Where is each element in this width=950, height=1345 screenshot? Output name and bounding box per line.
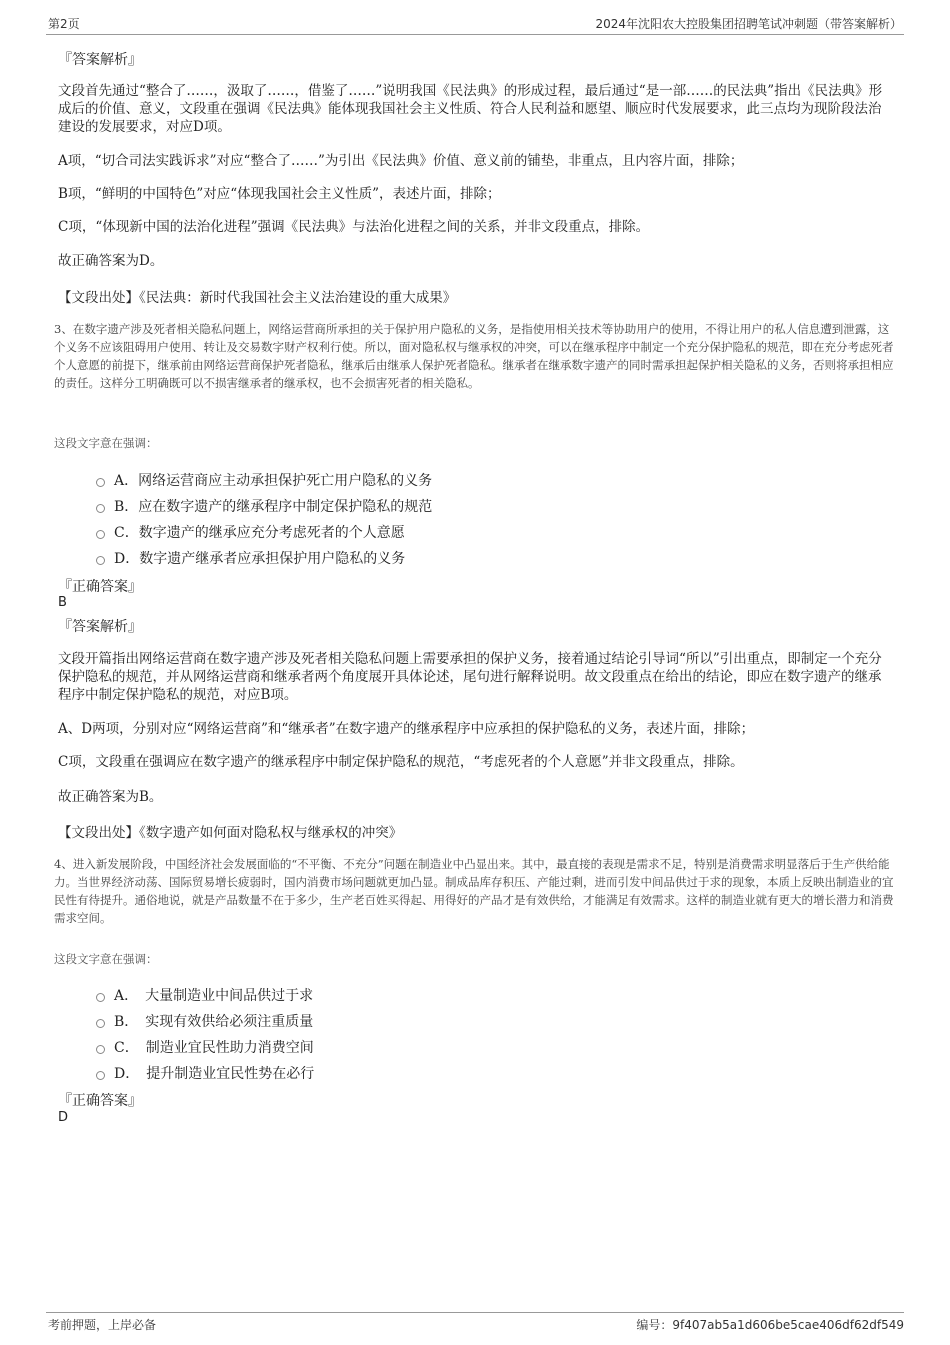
q2-analysis-option-b: B项，“鲜明的中国特色”对应“体现我国社会主义性质”，表述片面，排除； xyxy=(58,186,501,202)
q4-option-b-label: B． 实现有效供给必须注重质量 xyxy=(114,1014,314,1030)
q3-option-b[interactable] xyxy=(96,496,432,516)
q4-correct-answer: D xyxy=(58,1110,69,1125)
radio-icon[interactable] xyxy=(96,504,105,513)
q4-option-c[interactable] xyxy=(96,1037,314,1057)
q4-option-d[interactable] xyxy=(96,1063,314,1083)
q2-analysis-heading: 『答案解析』 xyxy=(58,52,142,68)
radio-icon[interactable] xyxy=(96,1071,105,1080)
q4-option-d-label: D． 提升制造业宜民性势在必行 xyxy=(114,1066,315,1082)
q3-analysis-heading: 『答案解析』 xyxy=(58,619,142,635)
q3-analysis-options-ad: A、D两项，分别对应“网络运营商”和“继承者”在数字遗产的继承程序中应承担的保护隐私的义务，表述片面，排除； xyxy=(58,721,755,737)
q3-analysis-option-c: C项，文段重在强调应在数字遗产的继承程序中制定保护隐私的规范，“考虑死者的个人意愿”并非文段重点，排除。 xyxy=(58,754,744,770)
q3-source: 【文段出处】《数字遗产如何面对隐私权与继承权的冲突》 xyxy=(58,825,403,841)
q4-option-a-label: A． 大量制造业中间品供过于求 xyxy=(114,988,314,1004)
q3-option-c[interactable] xyxy=(96,522,405,542)
q2-analysis-option-a: A项，“切合司法实践诉求”对应“整合了……”为引出《民法典》价值、意义前的铺垫，非重点，且内容片面，排除； xyxy=(58,153,744,169)
q3-option-d-label: D．数字遗产继承者应承担保护用户隐私的义务 xyxy=(114,551,406,567)
q2-conclusion: 故正确答案为D。 xyxy=(58,253,164,269)
radio-icon[interactable] xyxy=(96,993,105,1002)
q3-option-d[interactable] xyxy=(96,548,405,568)
radio-icon[interactable] xyxy=(96,478,105,487)
q3-conclusion: 故正确答案为B。 xyxy=(58,789,163,805)
q4-option-a[interactable] xyxy=(96,985,313,1005)
radio-icon[interactable] xyxy=(96,530,105,539)
radio-icon[interactable] xyxy=(96,556,105,565)
q3-question: 3、在数字遗产涉及死者相关隐私问题上，网络运营商所承担的关于保护用户隐私的义务，是指使用相关技术等协助用户的使用，不得让用户的私人信息遭到泄露，这个义务不应该阻碍用户使用、转让及交易数字财产权利行使。所以，面对隐私权与继承权的冲突，可以在继承程序中制定一个充分保护隐私的规范，即在充分考虑死者个人意愿的前提下，继承前由网络运营商保护死者隐私，继承后由继承人保护死者隐私。继承者在继承数字遗产的同时需承担起保护相关隐私的义务，否则将承担相应的责任。这样分工明确既可以不损害继承者的继承权，也不会损害死者的相关隐私。 xyxy=(54,322,894,390)
q3-option-a-label: A．网络运营商应主动承担保护死亡用户隐私的义务 xyxy=(114,473,433,489)
q3-option-a[interactable] xyxy=(96,470,432,490)
q4-prompt: 这段文字意在强调： xyxy=(54,952,158,966)
q4-option-c-label: C． 制造业宜民性助力消费空间 xyxy=(114,1040,314,1056)
document-code-value: 9f407ab5a1d606be5cae406df62df549 xyxy=(672,1318,904,1332)
q3-analysis-paragraph: 文段开篇指出网络运营商在数字遗产涉及死者相关隐私问题上需要承担的保护义务，接着通过结论引导词“所以”引出重点，即制定一个充分保护隐私的规范，并从网络运营商和继承者两个角度展开具体论述，尾句进行解释说明。故文段重点在给出的结论，即应在数字遗产的继承程序中制定保护隐私的规范，对应B项。 xyxy=(58,651,882,703)
page-footer xyxy=(46,1312,904,1333)
q4-correct-heading: 『正确答案』 xyxy=(58,1093,142,1109)
q4-question: 4、进入新发展阶段，中国经济社会发展面临的“不平衡、不充分”问题在制造业中凸显出来。其中，最直接的表现是需求不足，特别是消费需求明显落后于生产供给能力。当世界经济动荡、国际贸易增长疲弱时，国内消费市场问题就更加凸显。制成品库存积压、产能过剩，进而引发中间品供过于求的现象，本质上反映出制造业的宜民性有待提升。通俗地说，就是产品数量不在于多少，生产老百姓买得起、用得好的产品才是有效供给，才能满足有效需求。这样的制造业就有更大的增长潜力和消费需求空间。 xyxy=(54,857,894,925)
page-number: 第2页 xyxy=(48,17,80,31)
page-header xyxy=(46,14,904,35)
radio-icon[interactable] xyxy=(96,1045,105,1054)
document-title: 2024年沈阳农大控股集团招聘笔试冲刺题（带答案解析） xyxy=(595,17,902,31)
q3-prompt: 这段文字意在强调： xyxy=(54,436,158,450)
q4-option-b[interactable] xyxy=(96,1011,313,1031)
q3-correct-heading: 『正确答案』 xyxy=(58,579,142,595)
document-code xyxy=(636,1316,904,1333)
q2-analysis-option-c: C项，“体现新中国的法治化进程”强调《民法典》与法治化进程之间的关系，并非文段重点，排除。 xyxy=(58,219,650,235)
q3-option-c-label: C．数字遗产的继承应充分考虑死者的个人意愿 xyxy=(114,525,405,541)
footer-slogan: 考前押题，上岸必备 xyxy=(48,1318,157,1332)
q3-correct-answer: B xyxy=(58,595,67,610)
document-code-label: 编号： xyxy=(636,1318,673,1332)
q2-analysis-paragraph: 文段首先通过“整合了……，汲取了……，借鉴了……”说明我国《民法典》的形成过程，最后通过“是一部……的民法典”指出《民法典》形成后的价值、意义，文段重在强调《民法典》能体现我国社会主义性质、符合人民利益和愿望、顺应时代发展要求，此三点均为现阶段法治建设的发展要求，对应D项。 xyxy=(58,83,883,135)
radio-icon[interactable] xyxy=(96,1019,105,1028)
q2-source: 【文段出处】《民法典：新时代我国社会主义法治建设的重大成果》 xyxy=(58,290,457,306)
q3-option-b-label: B．应在数字遗产的继承程序中制定保护隐私的规范 xyxy=(114,499,433,515)
